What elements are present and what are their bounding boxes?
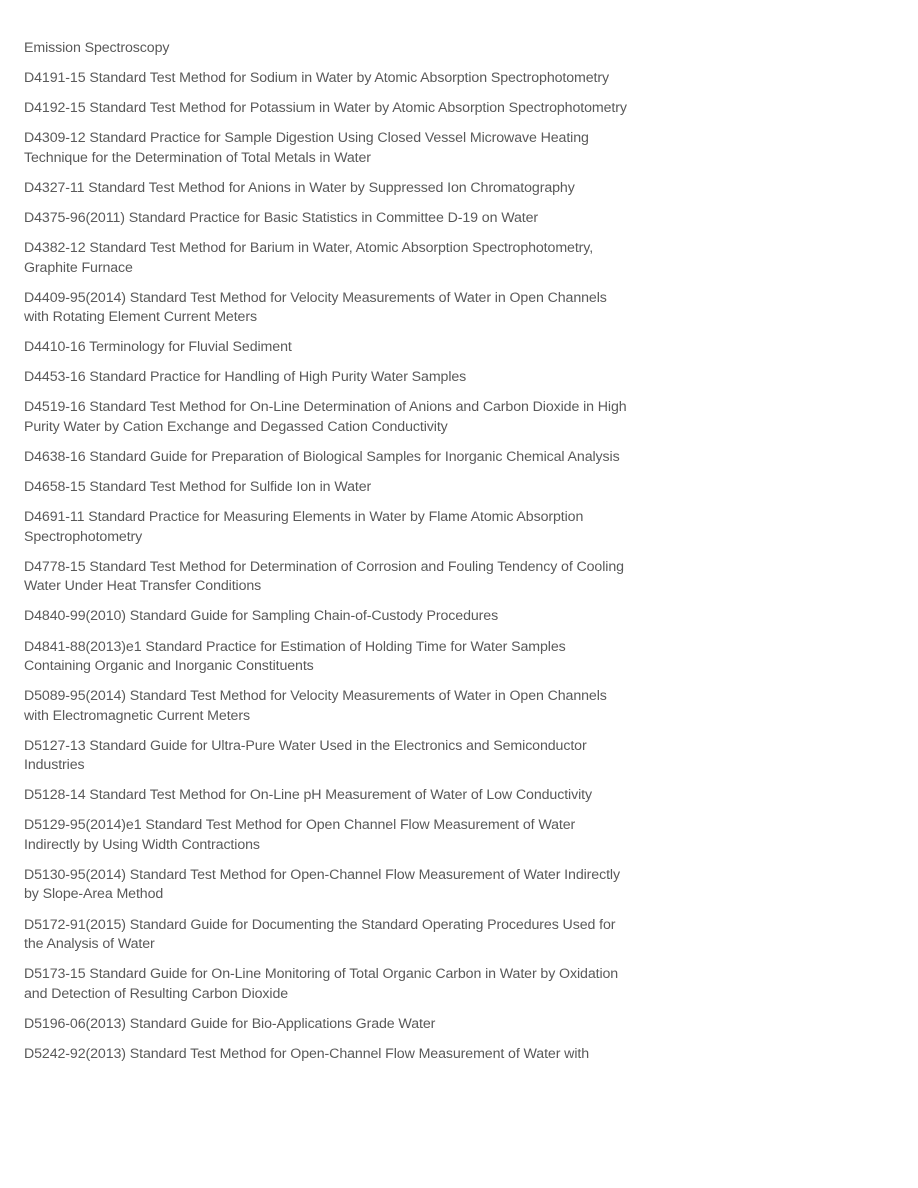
- standard-entry: D5242-92(2013) Standard Test Method for Open-Channel Flow Measurement of Water with: [24, 1045, 590, 1062]
- standard-entry: D5128-14 Standard Test Method for On-Line pH Measurement of Water of Low Conductivity: [24, 787, 592, 804]
- standard-entry: D4638-16 Standard Guide for Preparation of Biological Samples for Inorganic Chemical Analysis: [24, 449, 620, 466]
- standard-entry: D5172-91(2015) Standard Guide for Documenting the Standard Operating Procedures Used for the Analysis of Water: [24, 916, 616, 953]
- standard-entry: D4841-88(2013)e1 Standard Practice for Estimation of Holding Time for Water Samples Containing Organic and Inorganic Constituents: [24, 638, 566, 674]
- standard-entry: D4453-16 Standard Practice for Handling of High Purity Water Samples: [24, 369, 467, 386]
- standard-entry: D4192-15 Standard Test Method for Potassium in Water by Atomic Absorption Spectrophotometry: [24, 100, 627, 117]
- standard-entry: D5173-15 Standard Guide for On-Line Monitoring of Total Organic Carbon in Water by Oxidation and Detection of Resulting Carbon Dioxide: [24, 966, 619, 1002]
- standard-entry: D4519-16 Standard Test Method for On-Line Determination of Anions and Carbon Dioxide in High Purity Water by Cation Exchange and Degassed Cation Conductivity: [24, 399, 627, 435]
- standard-entry: D4382-12 Standard Test Method for Barium in Water, Atomic Absorption Spectrophotometry, Graphite Furnace: [24, 240, 594, 276]
- standard-entry: D5130-95(2014) Standard Test Method for Open-Channel Flow Measurement of Water Indirectly by Slope-Area Method: [24, 866, 620, 903]
- standard-entry: D5129-95(2014)e1 Standard Test Method for Open Channel Flow Measurement of Water Indirectly by Using Width Contractions: [24, 817, 576, 853]
- standard-entry: D4191-15 Standard Test Method for Sodium in Water by Atomic Absorption Spectrophotometry: [24, 70, 610, 87]
- standard-entry: D4691-11 Standard Practice for Measuring Elements in Water by Flame Atomic Absorption Spectrophotometry: [24, 509, 584, 545]
- document-page: [24, 39, 628, 1075]
- standard-entry: D4409-95(2014) Standard Test Method for Velocity Measurements of Water in Open Channels with Rotating Element Current Meters: [24, 289, 607, 326]
- standard-entry: D4375-96(2011) Standard Practice for Basic Statistics in Committee D-19 on Water: [24, 209, 539, 226]
- standard-entry: D4658-15 Standard Test Method for Sulfide Ion in Water: [24, 479, 372, 496]
- standard-entry: D4327-11 Standard Test Method for Anions in Water by Suppressed Ion Chromatography: [24, 179, 575, 196]
- standard-entry: D4410-16 Terminology for Fluvial Sediment: [24, 339, 292, 356]
- standard-entry: D4778-15 Standard Test Method for Determination of Corrosion and Fouling Tendency of Cooling Water Under Heat Transfer Conditions: [24, 558, 624, 595]
- document-line: Emission Spectroscopy: [24, 40, 170, 56]
- standard-entry: D4309-12 Standard Practice for Sample Digestion Using Closed Vessel Microwave Heating Technique for the Determination of Total Metals in Water: [24, 130, 589, 166]
- standard-entry: D4840-99(2010) Standard Guide for Sampling Chain-of-Custody Procedures: [24, 608, 499, 625]
- standard-entry: D5089-95(2014) Standard Test Method for Velocity Measurements of Water in Open Channels with Electromagnetic Current Meters: [24, 688, 607, 724]
- standard-entry: D5127-13 Standard Guide for Ultra-Pure Water Used in the Electronics and Semiconductor Industries: [24, 737, 587, 774]
- standard-entry: D5196-06(2013) Standard Guide for Bio-Applications Grade Water: [24, 1015, 436, 1032]
